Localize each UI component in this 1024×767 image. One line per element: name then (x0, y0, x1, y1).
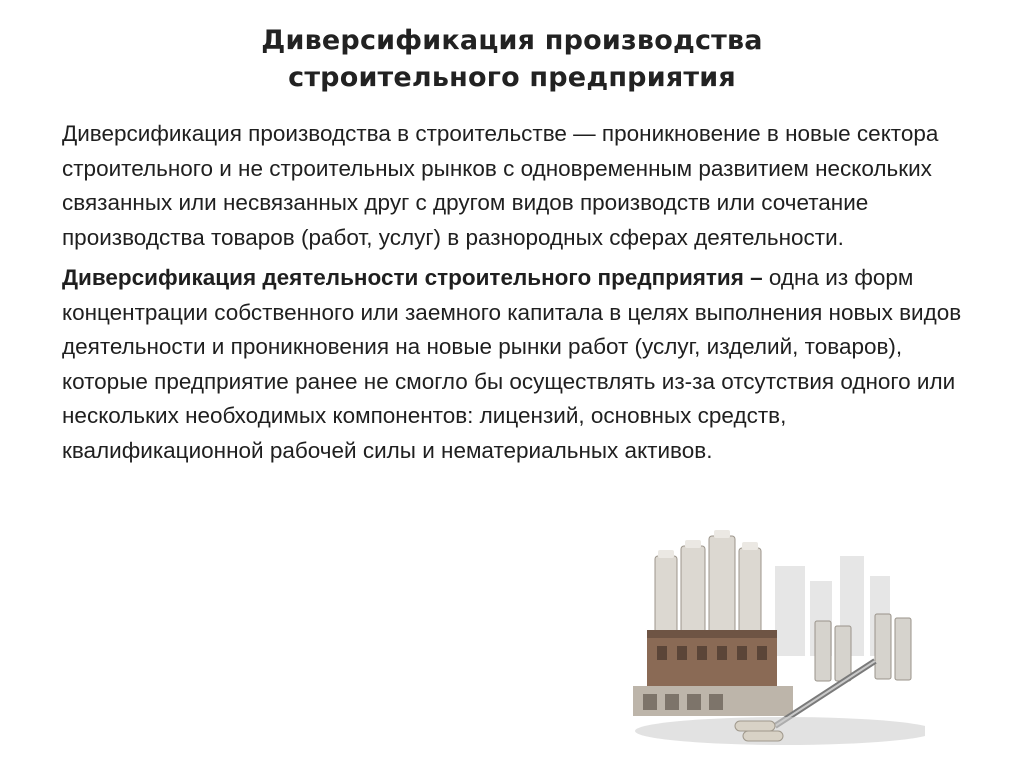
slide-body (62, 117, 982, 474)
concrete-plant-illustration (625, 526, 925, 756)
title-line-1: Диверсификация производства (261, 25, 763, 56)
slide-title (0, 22, 1024, 96)
paragraph-2-term: Диверсификация деятельности строительного предприятия – (62, 265, 763, 290)
paragraph-2 (62, 261, 982, 468)
paragraph-2-definition: одна из форм концентрации собственного или заемного капитала в целях выполнения новых видов деятельности и проникновения на новые рынки работ (услуг, изделий, товаров), которые предприятие ранее не смогло бы осуществлять из-за отсутствия одного или нескольких необходимых компонентов: лицензий, основных средств, квалификационной рабочей силы и нематериальных активов. (62, 265, 962, 463)
paragraph-1: Диверсификация производства в строительстве — проникновение в новые сектора строительного и не строительных рынков с одновременным развитием нескольких связанных или несвязанных друг с другом видов производств или сочетание производства товаров (работ, услуг) в разнородных сферах деятельности. (62, 121, 939, 250)
title-line-2: строительного предприятия (288, 62, 736, 93)
